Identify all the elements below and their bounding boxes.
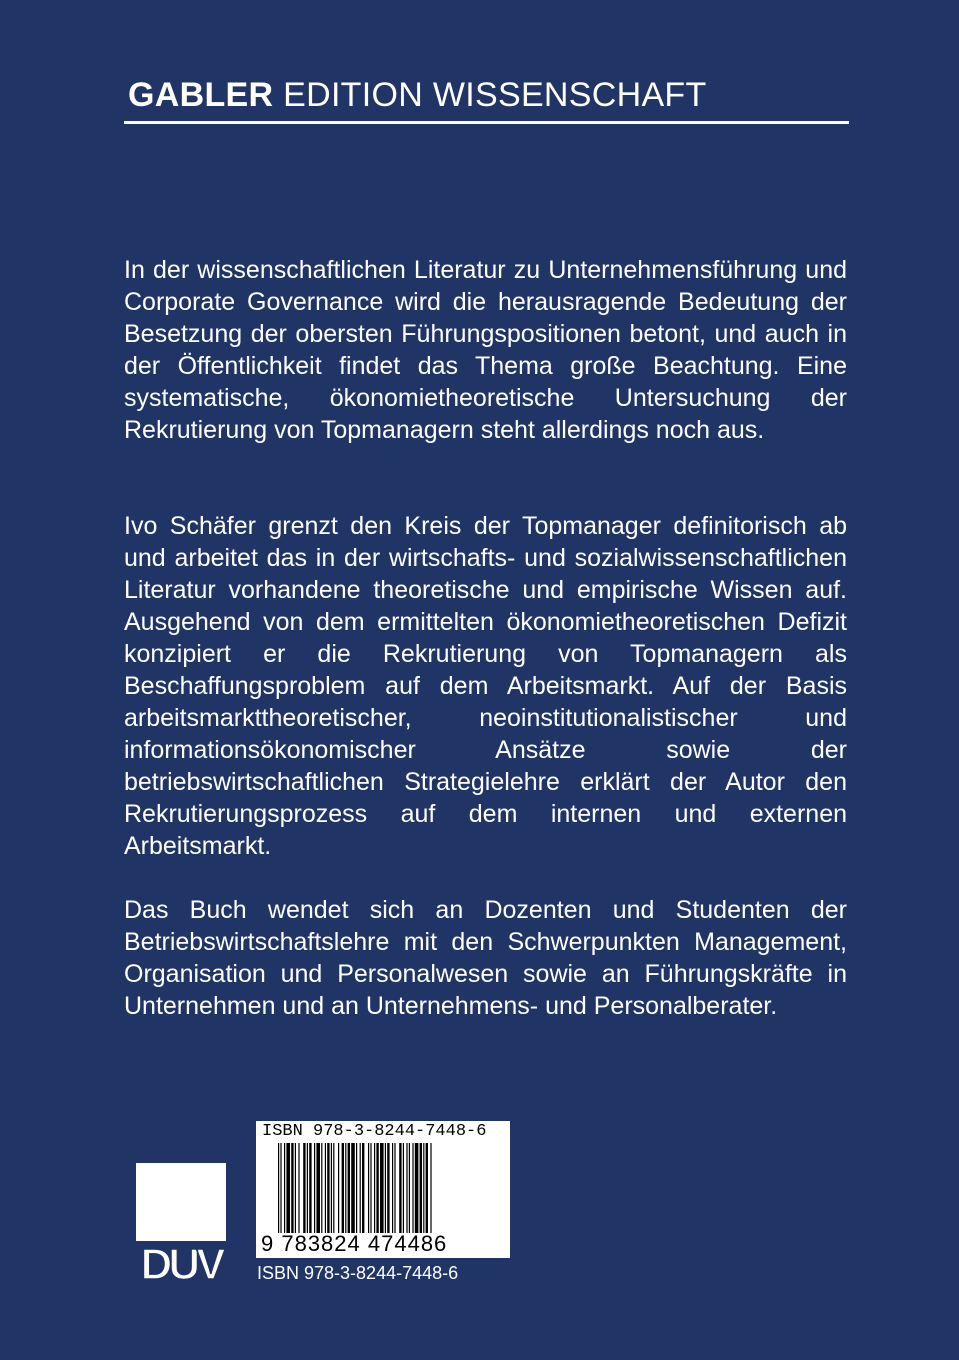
blurb-paragraph-3: Das Buch wendet sich an Dozenten und Studenten der Betriebswirtschaftslehre mit den Schwerpunkten Management, Organisation und Personalwesen sowie an Führungskräfte in Unternehmen und an Unternehmens- und Personalberater. <box>124 896 847 1020</box>
barcode-bar <box>392 1143 393 1233</box>
barcode-bar <box>380 1143 384 1233</box>
barcode-bar <box>284 1143 285 1233</box>
barcode-bar <box>278 1143 279 1233</box>
barcode-bar <box>327 1143 329 1233</box>
publisher-brand: GABLER <box>128 76 274 114</box>
barcode-bar <box>376 1143 378 1233</box>
barcode-bar <box>430 1143 431 1233</box>
barcode-bar <box>403 1143 404 1233</box>
barcode-bar <box>362 1143 364 1233</box>
barcode-bar <box>368 1143 369 1233</box>
barcode-bar <box>321 1143 322 1233</box>
barcode-bar <box>280 1143 281 1233</box>
barcode-bar <box>360 1143 361 1233</box>
series-header <box>128 72 848 118</box>
header-rule <box>124 121 849 124</box>
barcode-bar <box>331 1143 332 1233</box>
barcode-bar <box>291 1143 293 1233</box>
barcode-bar <box>420 1143 422 1233</box>
barcode-bar <box>286 1143 290 1233</box>
barcode-bar <box>351 1143 355 1233</box>
barcode-bar <box>415 1143 419 1233</box>
barcode-bar <box>394 1143 395 1233</box>
barcode-bar <box>399 1143 401 1233</box>
barcode-bar <box>325 1143 326 1233</box>
isbn-line: ISBN 978-3-8244-7448-6 <box>257 1263 459 1283</box>
barcode-bar <box>406 1143 407 1233</box>
barcode-bars <box>278 1143 494 1233</box>
barcode-bar <box>423 1143 424 1233</box>
duv-logo <box>130 1163 232 1283</box>
barcode-bar <box>303 1143 305 1233</box>
barcode-bar <box>426 1143 428 1233</box>
barcode-bar <box>345 1143 346 1233</box>
barcode-bar <box>314 1143 315 1233</box>
barcode-bar <box>295 1143 296 1233</box>
duv-logo-text: DUV <box>140 1240 222 1283</box>
barcode-label <box>256 1121 510 1258</box>
barcode-bar <box>333 1143 334 1233</box>
barcode-bar <box>412 1143 413 1233</box>
barcode-bar <box>370 1143 371 1233</box>
barcode-bar <box>385 1143 386 1233</box>
ean-digits: 9 783824 474486 <box>261 1231 448 1256</box>
barcode-bar <box>309 1143 311 1233</box>
barcode-bar <box>338 1143 339 1233</box>
barcode-bar <box>387 1143 389 1233</box>
barcode-bar <box>374 1143 375 1233</box>
barcode-bar <box>298 1143 299 1233</box>
barcode-bar <box>342 1143 344 1233</box>
barcode-bar <box>307 1143 308 1233</box>
series-title: EDITION WISSENSCHAFT <box>283 76 707 114</box>
blurb-paragraph-1: In der wissenschaftlichen Literatur zu Unternehmensführung und Corporate Governance wird die herausragende Bedeutung der Besetzung der obersten Führungspositionen betont, und auch in der Öffentlichkeit findet das Thema große Beachtung. Eine systematische, ökonomietheoretische Untersuchung der Rekrutierung von Topmanagern steht allerdings noch aus. <box>124 256 847 444</box>
blurb-paragraph-2: Ivo Schäfer grenzt den Kreis der Topmanager definitorisch ab und arbeitet das in der wirtschafts- und sozialwissenschaftlichen Literatur vorhandene theoretische und empirische Wissen auf. Ausgehend von dem ermittelten ökonomietheoretischen Defizit konzipiert er die Rekrutierung von Topmanagern als Beschaffungsproblem auf dem Arbeitsmarkt. Auf der Basis arbeitsmarkttheoretischer, neoinstitutionalistischer und informationsökonomischer Ansätze sowie der betriebswirtschaftlichen Strategielehre erklärt der Autor den Rekrutierungsprozess auf dem internen und externen Arbeitsmarkt. <box>124 512 847 860</box>
duv-logo-block <box>136 1163 226 1241</box>
barcode-bar <box>316 1143 320 1233</box>
barcode-bar <box>409 1143 410 1233</box>
isbn-barcode-caption: ISBN 978-3-8244-7448-6 <box>262 1122 487 1141</box>
barcode-bar <box>348 1143 350 1233</box>
barcode-bar <box>356 1143 357 1233</box>
